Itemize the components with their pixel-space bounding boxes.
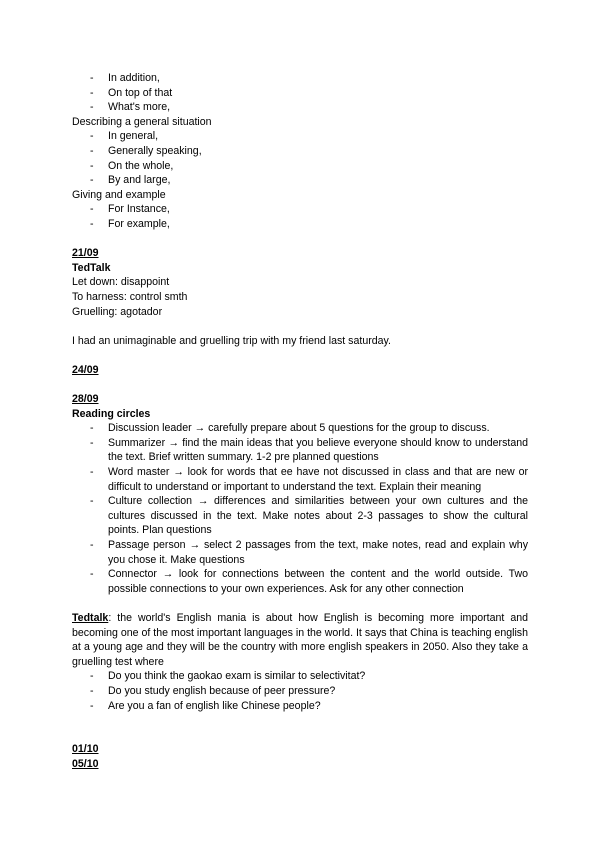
tedtalk-questions [72, 669, 528, 713]
addition-list [72, 71, 528, 115]
date-heading: 01/10 [72, 743, 99, 756]
list-item: - Word master → look for words that ee have not discussed in class and that are new or difficult to understand or important to understand the text. Explain their meaning [90, 466, 528, 493]
list-item: - Are you a fan of english like Chinese people? [90, 699, 321, 712]
vocab-line: Let down: disappoint [72, 276, 170, 289]
tedtalk-label: Tedtalk [72, 611, 109, 624]
list-item: - Do you study english because of peer pressure? [90, 684, 336, 697]
list-item: - For example, [90, 217, 170, 230]
list-item: - Discussion leader → carefully prepare about 5 questions for the group to discuss. [90, 422, 490, 435]
list-item: - What's more, [90, 101, 171, 114]
date-heading: 05/10 [72, 757, 99, 770]
entry-title: TedTalk [72, 261, 111, 274]
list-item: - In addition, [90, 72, 160, 84]
section-heading: Giving and example [72, 188, 166, 201]
vocab-line: To harness: control smth [72, 290, 188, 303]
list-item: - In general, [90, 130, 159, 143]
date-heading: 21/09 [72, 247, 99, 260]
list-item: - On the whole, [90, 159, 174, 172]
section-heading: Describing a general situation [72, 115, 212, 128]
list-item: - Summarizer → find the main ideas that you believe everyone should know to understand the text. Brief written summary. 1-2 pre planned questions [90, 436, 528, 464]
list-item: - Passage person → select 2 passages from the text, make notes, read and explain why you chose it. Make questions [90, 539, 528, 566]
date-heading: 24/09 [72, 363, 99, 376]
list-item: - Connector → look for connections between the content and the world outside. Two possible connections to your own experiences. Ask for any other connection [90, 568, 528, 595]
entry-title: Reading circles [72, 407, 151, 420]
example-list [72, 202, 528, 231]
list-item: - For Instance, [90, 203, 170, 216]
vocab-line: Gruelling: agotador [72, 305, 163, 318]
list-item: - Do you think the gaokao exam is similar to selectivitat? [90, 670, 366, 683]
tedtalk-summary: Tedtalk: the world's English mania is about how English is becoming more important and becoming one of the most important languages in the world. It says that China is teaching english at a young age and they will be the country with more english speakers in 2050. Also they take a gruelling test where [72, 611, 528, 668]
document-content [72, 71, 528, 771]
general-situation-list [72, 129, 528, 187]
list-item: - Culture collection → differences and similarities between your own cultures and the cultures discussed in the text. Make notes about 2-3 passages to show the cultural points. Plan questions [90, 495, 528, 537]
list-item: - On top of that [90, 86, 173, 99]
list-item: - By and large, [90, 174, 171, 187]
reading-circles-roles [72, 421, 528, 596]
example-sentence: I had an unimaginable and gruelling trip with my friend last saturday. [72, 334, 391, 347]
date-heading: 28/09 [72, 393, 99, 406]
list-item: - Generally speaking, [90, 144, 202, 157]
